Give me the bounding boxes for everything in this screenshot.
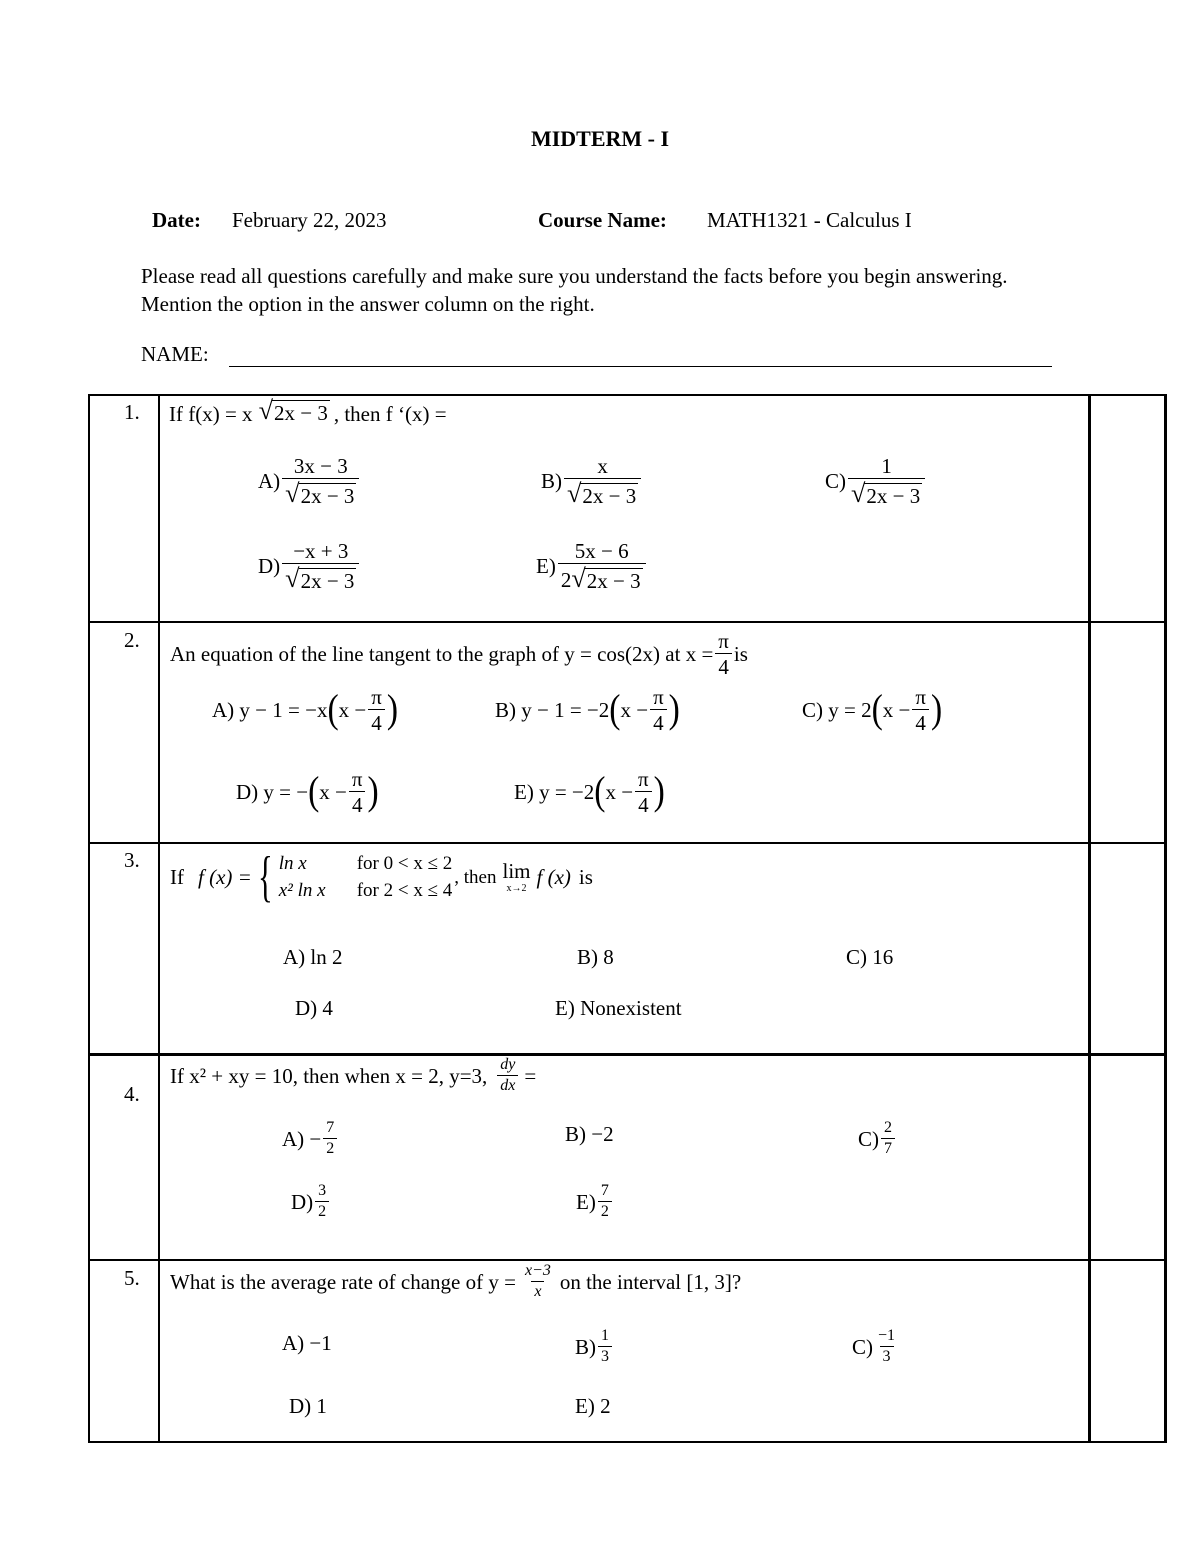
option-label: A) (258, 469, 281, 494)
question-stem (170, 1056, 536, 1096)
option-label: E) (576, 1189, 596, 1214)
option-b: B) 8 (577, 945, 614, 969)
instructions: Please read all questions carefully and make sure you understand the facts before you begin answering. Mention the option in the answer column on the right. (141, 264, 1008, 316)
stem-text: An equation of the line tangent to the graph of y = cos(2x) at x = (170, 641, 714, 666)
denominator: 2 (315, 1201, 329, 1221)
col-divider (158, 394, 160, 1443)
option-a (282, 1120, 339, 1158)
inner-expression: x − (882, 697, 911, 722)
option-label: C) (825, 469, 846, 494)
inner-expression: x − (620, 697, 649, 722)
denominator: x (531, 1281, 544, 1301)
numerator: 3x − 3 (293, 454, 348, 478)
denominator: dx (497, 1075, 518, 1095)
denominator: 4 (650, 709, 667, 734)
denominator-coefficient: 2 (560, 568, 572, 593)
lim-word: lim (502, 858, 531, 883)
option-label: C) (858, 1126, 879, 1151)
option-e: E) 2 (575, 1394, 611, 1418)
piecewise-definition (279, 850, 453, 904)
table-border-right (1164, 394, 1167, 1443)
radicand: 2x − 3 (273, 401, 328, 425)
name-label: NAME: (141, 342, 209, 366)
question-stem (170, 1262, 741, 1302)
case-expression: x² ln x (278, 880, 326, 901)
numerator: 5x − 6 (574, 539, 629, 563)
option-e (576, 1183, 614, 1221)
table-border-left (88, 394, 90, 1443)
option-label: A) y − 1 = −x (212, 697, 328, 722)
answer-cell-4[interactable] (1091, 1057, 1163, 1258)
option-c (858, 1120, 897, 1158)
question-stem (170, 630, 748, 678)
numerator: dy (500, 1056, 516, 1074)
numerator: 7 (600, 1182, 609, 1200)
stem-text: If x² + xy = 10, then when x = 2, y=3, (170, 1063, 488, 1088)
option-a: A) 3x − 3 √ 2x − 3 (258, 455, 361, 508)
numerator: 1 (601, 1327, 609, 1345)
inner-expression: x − (338, 697, 367, 722)
option-c: C) 1 √ 2x − 3 (825, 455, 927, 508)
denominator: 7 (881, 1138, 895, 1158)
option-label: D) (291, 1189, 314, 1214)
option-label: B) (541, 469, 562, 494)
numerator: −1 (878, 1327, 896, 1345)
option-e: E) Nonexistent (555, 996, 682, 1020)
numerator: 7 (326, 1119, 335, 1137)
option-label: E) (536, 554, 556, 579)
denominator: 3 (598, 1346, 612, 1366)
option-d: D) 4 (295, 996, 333, 1020)
option-e: E) y = −2 ( x − $\frac{\pi}{4}$ ) (514, 767, 665, 818)
denominator: 2x − 3 (300, 569, 355, 594)
numerator: x (597, 454, 608, 478)
stem-text: is (578, 864, 593, 889)
question-number: 3. (124, 848, 140, 872)
denominator: 2x − 3 (586, 569, 641, 594)
option-label: D) (258, 554, 281, 579)
inner-expression: x − (605, 779, 634, 804)
option-b: B) −2 (565, 1122, 614, 1146)
option-a: A) y − 1 = −x ( x − $\frac{\pi}{4}$ ) (212, 685, 399, 736)
denominator: 4 (349, 791, 366, 816)
denominator: 2x − 3 (866, 484, 921, 509)
case-expression: ln x (278, 853, 307, 874)
numerator: π (915, 685, 926, 709)
brace-icon: { (257, 846, 273, 908)
option-b (575, 1328, 614, 1366)
denominator: 3 (880, 1346, 894, 1366)
answer-cell-1[interactable] (1091, 397, 1163, 620)
lim-subscript: x→2 (506, 882, 527, 894)
option-b: B) y − 1 = −2 ( x − $\frac{\pi}{4}$ ) (495, 685, 680, 736)
question-stem (169, 398, 447, 425)
denominator: 4 (912, 709, 929, 734)
numerator: 3 (318, 1182, 327, 1200)
function-name: f (x) = (198, 864, 252, 889)
stem-text: on the interval [1, 3]? (559, 1269, 742, 1294)
denominator: 2x − 3 (582, 484, 637, 509)
stem-text: , then f ‘(x) = (333, 402, 447, 427)
numerator: 2 (884, 1119, 892, 1137)
table-border-bottom (88, 1441, 1166, 1443)
denominator: 4 (368, 709, 385, 734)
option-d: D) y = − ( x − $\frac{\pi}{4}$ ) (236, 767, 379, 818)
table-border-top (88, 394, 1166, 396)
answer-cell-5[interactable] (1091, 1262, 1163, 1440)
option-label: B) (575, 1334, 596, 1359)
date-label: Date: (152, 208, 201, 232)
denominator: 2x − 3 (300, 484, 355, 509)
option-c: C) y = 2 ( x − $\frac{\pi}{4}$ ) (802, 685, 943, 736)
option-label: E) y = −2 (514, 779, 595, 804)
page-title: MIDTERM - I (530, 126, 670, 151)
stem-text: What is the average rate of change of y = (170, 1269, 516, 1294)
option-d: D) −x + 3 √ 2x − 3 (258, 540, 361, 593)
option-label: A) − (282, 1126, 322, 1151)
numerator: 1 (881, 454, 892, 478)
option-d (291, 1183, 331, 1221)
stem-text: If (170, 864, 184, 889)
option-a: A) −1 (282, 1331, 332, 1355)
numerator: π (351, 767, 363, 791)
denominator: 4 (715, 653, 732, 678)
option-b: B) x √ 2x − 3 (541, 455, 643, 508)
course-value: MATH1321 - Calculus I (707, 208, 912, 232)
numerator: π (371, 685, 382, 709)
option-c (852, 1328, 900, 1366)
numerator: π (653, 685, 664, 709)
option-label: B) y − 1 = −2 (495, 697, 610, 722)
stem-text: = (524, 1063, 537, 1088)
option-e: E) 5x − 6 2 √ 2x − 3 (536, 540, 648, 593)
numerator: −x + 3 (293, 539, 349, 563)
stem-text: , then (454, 866, 497, 888)
date-value: February 22, 2023 (232, 208, 387, 232)
option-label: D) y = − (236, 779, 309, 804)
question-number: 1. (124, 400, 140, 424)
numerator: x−3 (524, 1262, 551, 1280)
row-divider (88, 842, 1166, 844)
option-c: C) 16 (846, 945, 894, 969)
denominator: 2 (323, 1138, 337, 1158)
question-number: 2. (124, 628, 140, 652)
numerator: π (638, 767, 649, 791)
question-number: 4. (124, 1082, 140, 1106)
numerator: π (718, 629, 729, 653)
option-a: A) ln 2 (283, 945, 343, 969)
denominator: 4 (635, 791, 652, 816)
option-label: C) y = 2 (802, 697, 872, 722)
denominator: 2 (598, 1201, 612, 1221)
answer-cell-3[interactable] (1091, 845, 1163, 1052)
limit-operator (502, 858, 531, 894)
function-expression: f (x) (536, 864, 571, 889)
sqrt-expression: √ 2x − 3 (258, 396, 328, 425)
course-label: Course Name: (538, 208, 667, 232)
answer-cell-2[interactable] (1091, 624, 1163, 841)
inner-expression: x − (319, 779, 347, 804)
option-label: C) (852, 1334, 873, 1359)
row-divider (88, 621, 1166, 623)
question-number: 5. (124, 1266, 140, 1290)
case-condition: for 0 < x ≤ 2 (356, 853, 453, 874)
stem-text: is (733, 641, 748, 666)
case-condition: for 2 < x ≤ 4 (356, 880, 453, 901)
option-d: D) 1 (289, 1394, 327, 1418)
name-field[interactable] (229, 366, 1052, 367)
row-divider (88, 1259, 1166, 1261)
stem-text: If f(x) = x (169, 402, 253, 427)
question-stem (170, 846, 593, 908)
